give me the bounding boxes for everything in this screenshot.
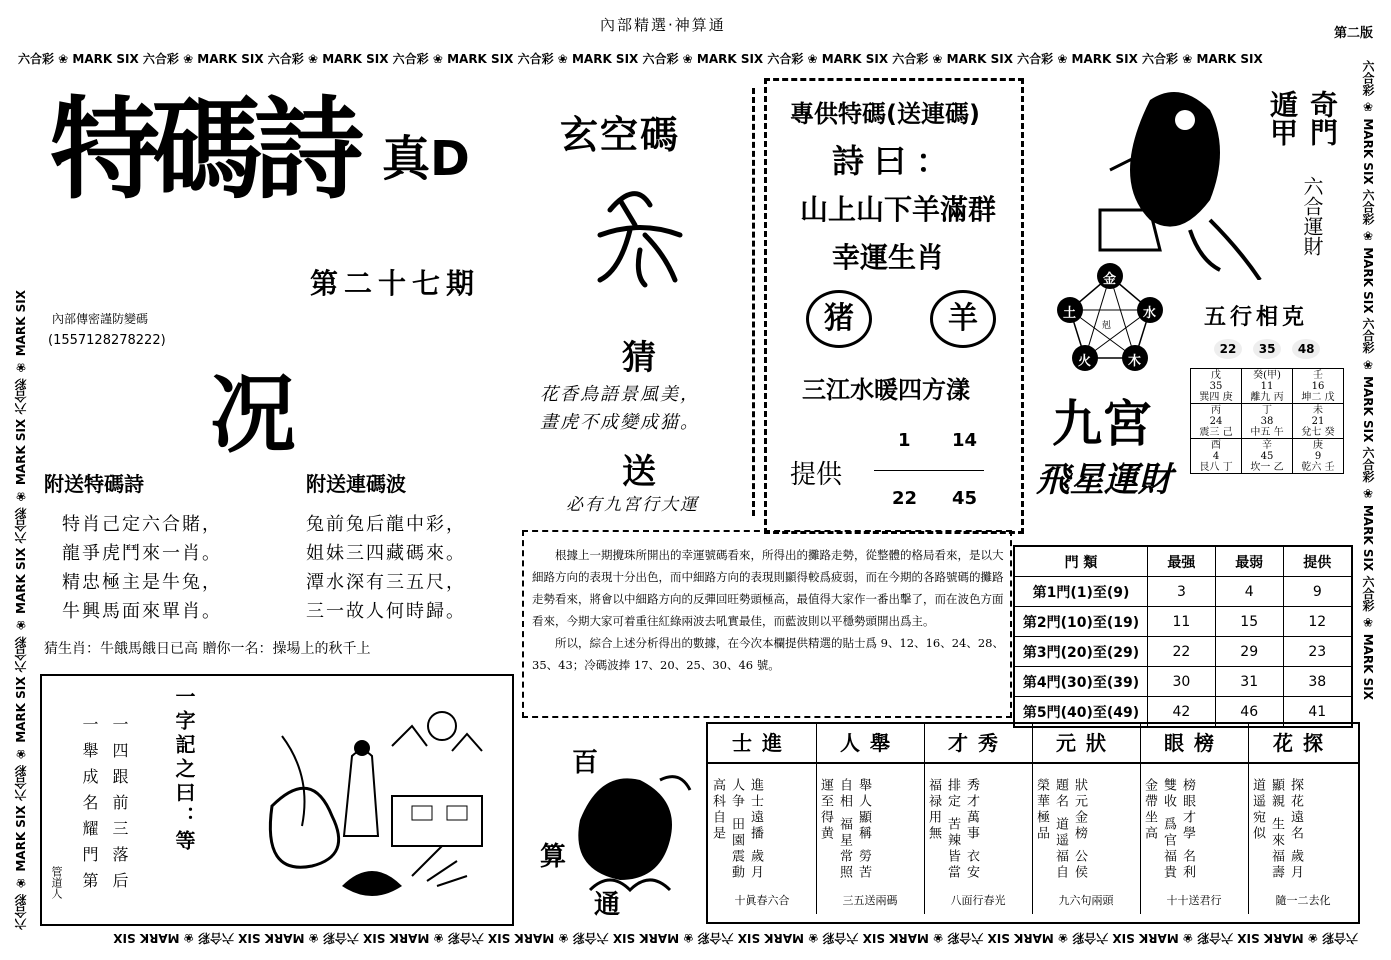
gates-header: 最弱 <box>1215 546 1283 577</box>
rank-head: 花探 <box>1248 724 1358 764</box>
one-word-title: 一字記之曰：等 <box>172 686 196 854</box>
jiugong-label: 九宮 <box>1052 395 1152 453</box>
liuhe-label: 六合運財 <box>1300 176 1324 256</box>
poem-a-line: 龍爭虎鬥來一肖。 <box>62 543 222 564</box>
baisuan-char: 算 <box>540 842 567 872</box>
right-border-strip: 六合彩 ❀ MARK SIX 六合彩 ❀ MARK SIX 六合彩 ❀ MARK SIX 六合彩 ❀ MARK SIX 六合彩 ❀ MARK SIX <box>1361 60 1375 701</box>
poem-b-line: 兔前兔后龍中彩， <box>306 514 466 535</box>
analysis-paragraph: 根據上一期攪珠所開出的幸運號碼看來，所得出的攤路走勢，從整體的格局看來，是以大細路方向的表現十分出色，而中細路方向的表現則顯得較爲疲弱，而在今期的各路號碼的攤路走勢看來，將會以中細路方向的反彈回旺勢頭極高，最值得大家作一番出擊了，而在波色方面看來，今期大家可着重往紅綠兩波去吼實最佳，而藍波則以平穩勢頭開出爲主。 <box>532 548 1004 628</box>
gates-header: 最强 <box>1148 546 1216 577</box>
one-word-col-b: 一舉成名耀門第 <box>80 716 99 898</box>
gate-provided: 12 <box>1283 607 1352 637</box>
one-word-col-a: 一四跟前三落后 <box>110 716 129 898</box>
rank-body: 秀才萬事 衣安排定 苦辣皆當 福禄用無 <box>926 778 979 882</box>
rank-column <box>708 724 817 914</box>
gate-strongest: 42 <box>1148 697 1216 728</box>
guess-line: 猜生肖：牛餓馬餓日已高 贈你一名：操場上的秋千上 <box>44 641 371 657</box>
rank-foot: 十十送君行 <box>1166 894 1222 907</box>
wuxing-title: 五行相克 <box>1204 305 1309 330</box>
title-suffix: 真D <box>382 131 470 187</box>
rank-body: 狀元金榜 公侯題名 道遥福自 榮華極品 <box>1034 778 1087 882</box>
table-row <box>1014 637 1352 667</box>
poem-a <box>62 510 222 626</box>
rank-column <box>924 724 1033 914</box>
rank-foot: 九六句兩頭 <box>1058 894 1114 907</box>
rank-body: 榜眼才學 名利雙收 爲官福貴 金帶坐高 <box>1142 778 1195 882</box>
palace-cell: 癸(甲) 11 離九 丙 <box>1242 369 1293 404</box>
palace-cell: 庚 9 乾六 壬 <box>1293 439 1344 474</box>
poem-title-b: 附送連碼波 <box>306 472 406 496</box>
baisuan-char: 百 <box>572 748 599 778</box>
poem-a-line: 牛興馬面來單肖。 <box>62 601 222 622</box>
rank-foot: 三五送兩碼 <box>842 894 898 907</box>
rank-foot: 十眞春六合 <box>734 894 790 907</box>
xuankong-title: 玄空碼 <box>560 113 681 157</box>
header-title: 內部精選·神算通 <box>600 16 726 34</box>
baisuan-char: 通 <box>594 890 621 920</box>
rank-foot: 八面行春光 <box>950 894 1006 907</box>
poem-b-line: 三一故人何時歸。 <box>306 601 466 622</box>
lucky-zodiac-label: 幸運生肖 <box>832 241 945 274</box>
riddle-character: 况 <box>210 364 296 465</box>
wuxing-balls <box>1214 338 1326 359</box>
phone-number: (1557128278222) <box>48 333 166 348</box>
wuxing-ball: 22 <box>1214 339 1242 359</box>
element-wood: 木 <box>1128 354 1142 369</box>
xuankong-footer: 必有九宮行大運 <box>566 495 699 515</box>
provide-label: 提供 <box>790 460 843 490</box>
gate-weakest: 4 <box>1215 577 1283 607</box>
feixing-label: 飛星運財 <box>1036 460 1172 500</box>
xuankong-send: 送 <box>622 452 656 492</box>
rank-foot: 隨一二去化 <box>1275 894 1331 907</box>
nine-palace-grid <box>1190 368 1344 474</box>
poem-a-line: 精忠極主是牛兔， <box>62 572 222 593</box>
wuxing-ball: 35 <box>1253 339 1281 359</box>
rank-column <box>816 724 925 914</box>
special-line-1: 山上山下羊滿群 <box>800 193 997 226</box>
palace-cell: 酉 4 艮八 丁 <box>1191 439 1242 474</box>
table-row <box>1014 607 1352 637</box>
xuankong-poem-2: 畫虎不成變成猫。 <box>540 412 700 433</box>
rank-body: 舉人顯稱 勞苦自相 福星常照 運至得黄 <box>818 778 871 882</box>
palace-cell: 丙 24 震三 己 <box>1191 404 1242 439</box>
gate-strongest: 3 <box>1148 577 1216 607</box>
gates-header: 提供 <box>1283 546 1352 577</box>
provide-num: 45 <box>952 488 978 509</box>
ranks-box <box>706 722 1360 924</box>
rank-head: 眼榜 <box>1140 724 1248 764</box>
zodiac-sheep: 羊 <box>930 290 996 348</box>
provide-num: 14 <box>952 430 978 451</box>
gates-table <box>1013 545 1353 728</box>
rank-column <box>1032 724 1141 914</box>
element-earth: 土 <box>1063 306 1077 321</box>
rank-head: 人舉 <box>816 724 924 764</box>
gate-range: 第4門(30)至(39) <box>1014 667 1148 697</box>
provide-line <box>874 470 984 471</box>
rank-head: 元狀 <box>1032 724 1140 764</box>
poem-b-line: 姐妹三四藏碼來。 <box>306 543 466 564</box>
gate-provided: 38 <box>1283 667 1352 697</box>
gate-provided: 9 <box>1283 577 1352 607</box>
provide-num: 1 <box>898 430 911 451</box>
poem-b <box>306 510 466 626</box>
issue-number: 第二十七期 <box>310 267 481 300</box>
calligraphy-glyph <box>590 180 690 290</box>
palace-cell: 壬 16 坤二 戊 <box>1293 369 1344 404</box>
element-metal: 金 <box>1103 272 1117 287</box>
gate-range: 第3門(20)至(29) <box>1014 637 1148 667</box>
gate-provided: 41 <box>1283 697 1352 728</box>
gate-weakest: 31 <box>1215 667 1283 697</box>
bottom-border-strip: 六合彩 ❀ MARK SIX 六合彩 ❀ MARK SIX 六合彩 ❀ MARK SIX 六合彩 ❀ MARK SIX 六合彩 ❀ MARK SIX 六合彩 ❀ MARK SIX 六合彩 ❀ MARK SIX 六合彩 ❀ MARK SIX 六合彩 ❀ MARK SIX 六合彩 ❀ MARK SIX <box>113 931 1358 945</box>
poem-a-line: 特肖己定六合賭， <box>62 514 222 535</box>
lady-garden-illustration <box>242 696 502 916</box>
poem-title-a: 附送特碼詩 <box>44 472 144 496</box>
edition-label: 第二版 <box>1334 26 1374 41</box>
top-border-strip: 六合彩 ❀ MARK SIX 六合彩 ❀ MARK SIX 六合彩 ❀ MARK SIX 六合彩 ❀ MARK SIX 六合彩 ❀ MARK SIX 六合彩 ❀ MARK SIX 六合彩 ❀ MARK SIX 六合彩 ❀ MARK SIX 六合彩 ❀ MARK SIX 六合彩 ❀ MARK SIX <box>18 52 1263 66</box>
special-line-2: 三江水暖四方漾 <box>802 376 970 404</box>
palace-cell: 未 21 兌七 癸 <box>1293 404 1344 439</box>
gate-range: 第1門(1)至(9) <box>1014 577 1148 607</box>
gate-strongest: 22 <box>1148 637 1216 667</box>
xuankong-poem-1: 花香鳥語景風美， <box>540 384 700 405</box>
rank-column <box>1248 724 1358 914</box>
wuxing-ball: 48 <box>1292 339 1320 359</box>
gate-strongest: 11 <box>1148 607 1216 637</box>
main-title: 特碼詩 <box>50 86 356 214</box>
analysis-text <box>532 544 1006 676</box>
table-row <box>1014 577 1352 607</box>
table-row <box>1014 667 1352 697</box>
special-poem-label: 詩曰： <box>832 142 959 180</box>
rank-body: 探花遠名 歲月顯親 生來福壽 道遥宛似 <box>1250 778 1303 882</box>
gate-range: 第2門(10)至(19) <box>1014 607 1148 637</box>
analysis-paragraph: 所以，綜合上述分析得出的數據，在今次本欄提供精選的貼士爲 9、12、16、24、28、35、43；冷碼波捧 17、20、25、30、46 號。 <box>532 636 1005 672</box>
palace-cell: 丁 38 中五 午 <box>1242 404 1293 439</box>
gate-strongest: 30 <box>1148 667 1216 697</box>
palace-cell: 辛 45 坎一 乙 <box>1242 439 1293 474</box>
signature: 管道人 <box>50 866 63 899</box>
left-border-strip: 六合彩 ❀ MARK SIX 六合彩 ❀ MARK SIX 六合彩 ❀ MARK SIX 六合彩 ❀ MARK SIX 六合彩 ❀ MARK SIX <box>14 289 28 930</box>
element-center-mark: 剋 <box>1102 321 1112 331</box>
gate-weakest: 15 <box>1215 607 1283 637</box>
gates-header: 門 類 <box>1014 546 1148 577</box>
rank-head: 才秀 <box>924 724 1032 764</box>
palace-cell: 戊 35 巽四 庚 <box>1191 369 1242 404</box>
qimen-label: 奇門遁甲 <box>1266 90 1339 146</box>
xuankong-guess: 猜 <box>622 338 656 378</box>
general-warrior-illustration <box>1090 70 1270 280</box>
gate-weakest: 29 <box>1215 637 1283 667</box>
one-word-box <box>40 674 514 926</box>
element-water: 水 <box>1143 306 1157 321</box>
notice-text: 內部傳密謹防變碼 <box>52 312 149 326</box>
rank-column <box>1140 724 1249 914</box>
zodiac-pig: 猪 <box>806 290 872 348</box>
rank-body: 進士遠播 歲月人争 田園震動 高科自是 <box>710 778 763 882</box>
gate-range: 第5門(40)至(49) <box>1014 697 1148 728</box>
gate-provided: 23 <box>1283 637 1352 667</box>
poem-b-line: 潭水深有三五尺， <box>306 572 466 593</box>
rank-head: 士進 <box>708 724 816 764</box>
special-title: 專供特碼(送連碼) <box>790 100 980 128</box>
gate-weakest: 46 <box>1215 697 1283 728</box>
element-fire: 火 <box>1078 354 1092 369</box>
provide-num: 22 <box>892 488 918 509</box>
